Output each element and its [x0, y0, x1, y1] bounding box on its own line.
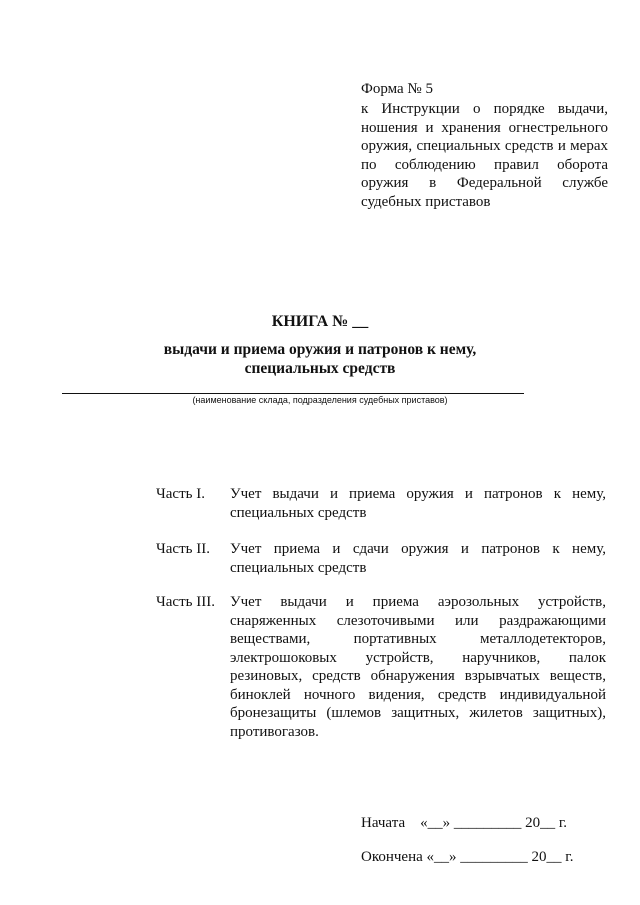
instruction-line: оружия, специальных средств и мерах: [361, 138, 608, 155]
book-subtitle: [0, 340, 640, 378]
part-3-text: [230, 593, 606, 741]
part-1-label: Часть I.: [156, 486, 205, 502]
part-line: биноклей ночного видения, средств индивидуальной: [230, 686, 606, 703]
part-3-label: Часть III.: [156, 594, 215, 610]
instruction-line: судебных приставов: [361, 193, 491, 210]
part-line: веществами, портативных металлодетекторов,: [230, 631, 606, 647]
book-title: КНИГА № __: [271, 313, 369, 330]
part-line: Учет приема и сдачи оружия и патронов к нему,: [230, 541, 606, 557]
book-subtitle-line: выдачи и приема оружия и патронов к нему,: [163, 341, 477, 358]
part-line: специальных средств: [230, 504, 367, 521]
instruction-line: оружия в Федеральной службе: [361, 175, 608, 192]
part-1-text: [230, 485, 606, 522]
part-line: электрошоковых устройств, наручников, палок: [230, 649, 606, 666]
instruction-reference: [361, 100, 608, 212]
part-line: резиновых, средств обнаружения взрывчатых веществ,: [230, 668, 606, 684]
book-subtitle-line: специальных средств: [244, 360, 396, 377]
part-2-label: Часть II.: [156, 541, 210, 557]
part-line: бронезащиты (шлемов защитных, жилетов защитных),: [230, 705, 606, 721]
instruction-line: по соблюдению правил оборота: [361, 156, 608, 173]
part-line: противогазов.: [230, 723, 319, 740]
form-number: Форма № 5: [361, 81, 433, 97]
warehouse-name-line: [62, 393, 524, 394]
part-line: специальных средств: [230, 559, 367, 576]
instruction-line: к Инструкции о порядке выдачи,: [361, 101, 608, 117]
ended-date: Окончена «__» _________ 20__ г.: [361, 849, 574, 865]
started-date: Начата «__» _________ 20__ г.: [361, 815, 568, 831]
instruction-line: ношения и хранения огнестрельного: [361, 119, 608, 136]
part-2-text: [230, 540, 606, 577]
part-line: Учет выдачи и приема оружия и патронов к нему,: [230, 486, 606, 502]
warehouse-caption: (наименование склада, подразделения судебных приставов): [192, 395, 448, 405]
part-line: снаряженных слезоточивыми или раздражающими: [230, 612, 606, 629]
part-line: Учет выдачи и приема аэрозольных устройств,: [230, 594, 606, 610]
